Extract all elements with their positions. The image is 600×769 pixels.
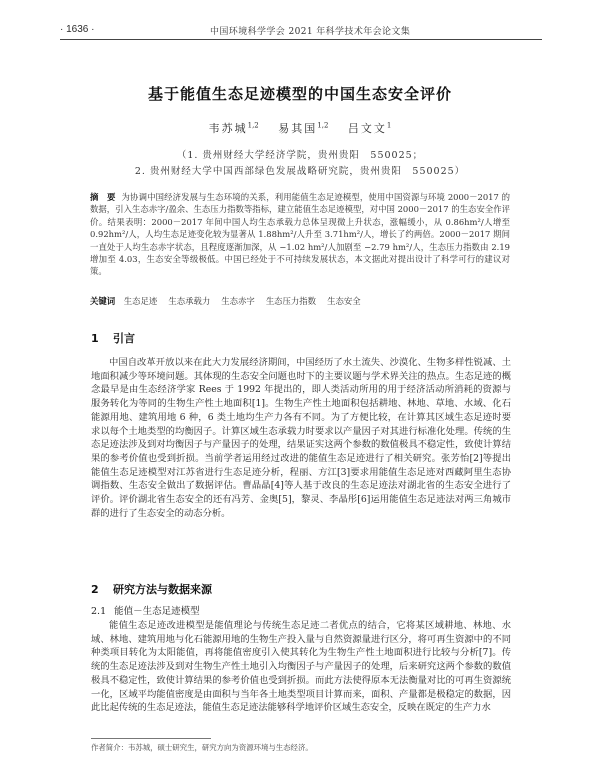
author-affiliation-mark: 1,2: [317, 121, 329, 130]
section-title: 引言: [113, 332, 135, 345]
intro-paragraph: 中国自改革开放以来在此大力发展经济期间，中国经历了水土流失、沙漠化、生物多样性锐减、土地面积减少等环境问题。其体现的生态安全问题也时下的主要议题与学术界关注的热点。生态足迹的概念最早是由生态经济学家 Rees 于 1992 年提出的，即人类活动所用的用于经济活动所消耗的资源与服务转化为等同的生物生产性土地面积[1]。生物生产性土地面积包括耕地、林地、草地、水域、化石能源用地、建筑用地 6 种，6 类土地均生产力各有不同。为了方便比较，在计算其区域生态足迹时要求以每个土地类型的均衡因子。计算区域生态承载力时要求以产量因子对其进行标准化处理。传统的生态足迹法涉及到对均衡因子与产量因子的处理，结果证实这两个参数的数值极具不稳定性，致使计算结果的参考价值也受到折损。当前学者运用经过改进的能值生态足迹进行了相关研究。张芳怡[2]等提出能值生态足迹模型对江苏省进行生态足迹分析，程丽、方江[3]要求用能值生态足迹对西藏阿里生态协调指数、生态安全做出了数据评估。曹晶晶[4]等人基于改良的生态足迹法对湖北省的生态安全进行了评价。评价湖北省生态安全的还有冯芳、金奥[5]，黎灵、李晶彤[6]运用能值生态足迹法对两三角城市群的进行了生态安全的动态分析。: [91, 357, 511, 519]
keywords: [90, 295, 510, 307]
subsection-number: 2.1: [91, 606, 107, 617]
author-name: 易其国: [278, 122, 318, 135]
author-line: [0, 120, 600, 136]
abstract-label: 摘 要: [90, 192, 116, 202]
keyword: 生态压力指数: [265, 296, 317, 306]
running-header: [60, 24, 542, 46]
affiliation-2: 2. 贵州财经大学中国西部绿色发展战略研究院，贵州贵阳 550025）: [134, 166, 466, 177]
section-title: 研究方法与数据来源: [113, 583, 212, 596]
keyword: 生态足迹: [123, 296, 158, 306]
keyword: 生态承载力: [168, 296, 211, 306]
section-heading-method: [91, 581, 212, 597]
abstract-text: 为协调中国经济发展与生态环境的关系，利用能值生态足迹模型，使用中国资源与环境 2000－2017 的数据，引入生态赤字/盈余、生态压力指数等指标，建立能值生态足迹模型，对中国 2000－2017 的生态安全作评价。结果表明：2000－2017 年间中国人均生态承载力总体呈现微上升状态，涨幅缓小，从 0.86hm²/人增至 0.92hm²/人，人均生态足迹变化较为显著从 1.88hm²/人升至 3.71hm²/人，增长了约两倍。2000－2017 期间一直处于人均生态赤字状态，且程度逐渐加深，从 −1.02 hm²/人加剧至 −2.79 hm²/人，生态压力指数由 2.19 增加至 4.03，生态安全等级极低。中国已经处于不可持续发展状态，本文据此对提出设计了科学可行的建议对策。: [90, 192, 511, 277]
author-affiliation-mark: 1,2: [247, 121, 259, 130]
section-number: 1: [91, 332, 99, 345]
paper-title: 基于能值生态足迹模型的中国生态安全评价: [147, 85, 452, 103]
header-rule: [60, 39, 542, 40]
section-number: 2: [91, 583, 99, 596]
section-heading-intro: [91, 330, 135, 346]
keywords-label: 关键词: [90, 296, 116, 306]
abstract: [90, 191, 510, 278]
author-affiliation-mark: 1: [386, 121, 392, 130]
author-name: 吕文文: [347, 122, 387, 135]
keyword: 生态赤字: [221, 296, 255, 306]
keyword: 生态安全: [327, 296, 361, 306]
subsection-title: 能值－生态足迹模型: [114, 606, 200, 617]
footnote: 作者简介：韦苏城，硕士研究生，研究方向为资源环境与生态经济。: [91, 743, 313, 752]
subsection-heading: [91, 603, 200, 617]
page-number: · 1636 ·: [60, 24, 95, 35]
footnote-rule: [91, 738, 211, 739]
method-paragraph: 能值生态足迹改进模型是能值理论与传统生态足迹二者优点的结合，它将某区域耕地、林地、水域、林地、建筑用地与化石能源用地的生物生产投入量与自然资源量进行区分，将可再生资源中的不同种类项目转化为太阳能值，再将能值密度引入使其转化为生物生产性土地面积进行比较与分析[7]。传统的生态足迹法涉及到对生物生产性土地引入均衡因子与产量因子的处理，后来研究这两个参数的数值极具不稳定性，致使计算结果的参考价值也受到折损。而此方法使得原本无法衡量对比的可再生资源统一化，区域平均能值密度是由面积与当年各土地类型项目计算而来，面积、产量都是极稳定的数据，因此比起传统的生态足迹法，能值生态足迹法能够科学地评价区域生态安全，反映在既定的生产力水: [91, 620, 511, 714]
affiliation-1: （1. 贵州财经大学经济学院，贵州贵阳 550025；: [176, 150, 424, 161]
running-title: 中国环境科学学会 2021 年科学技术年会论文集: [210, 27, 411, 37]
author-name: 韦苏城: [208, 122, 248, 135]
